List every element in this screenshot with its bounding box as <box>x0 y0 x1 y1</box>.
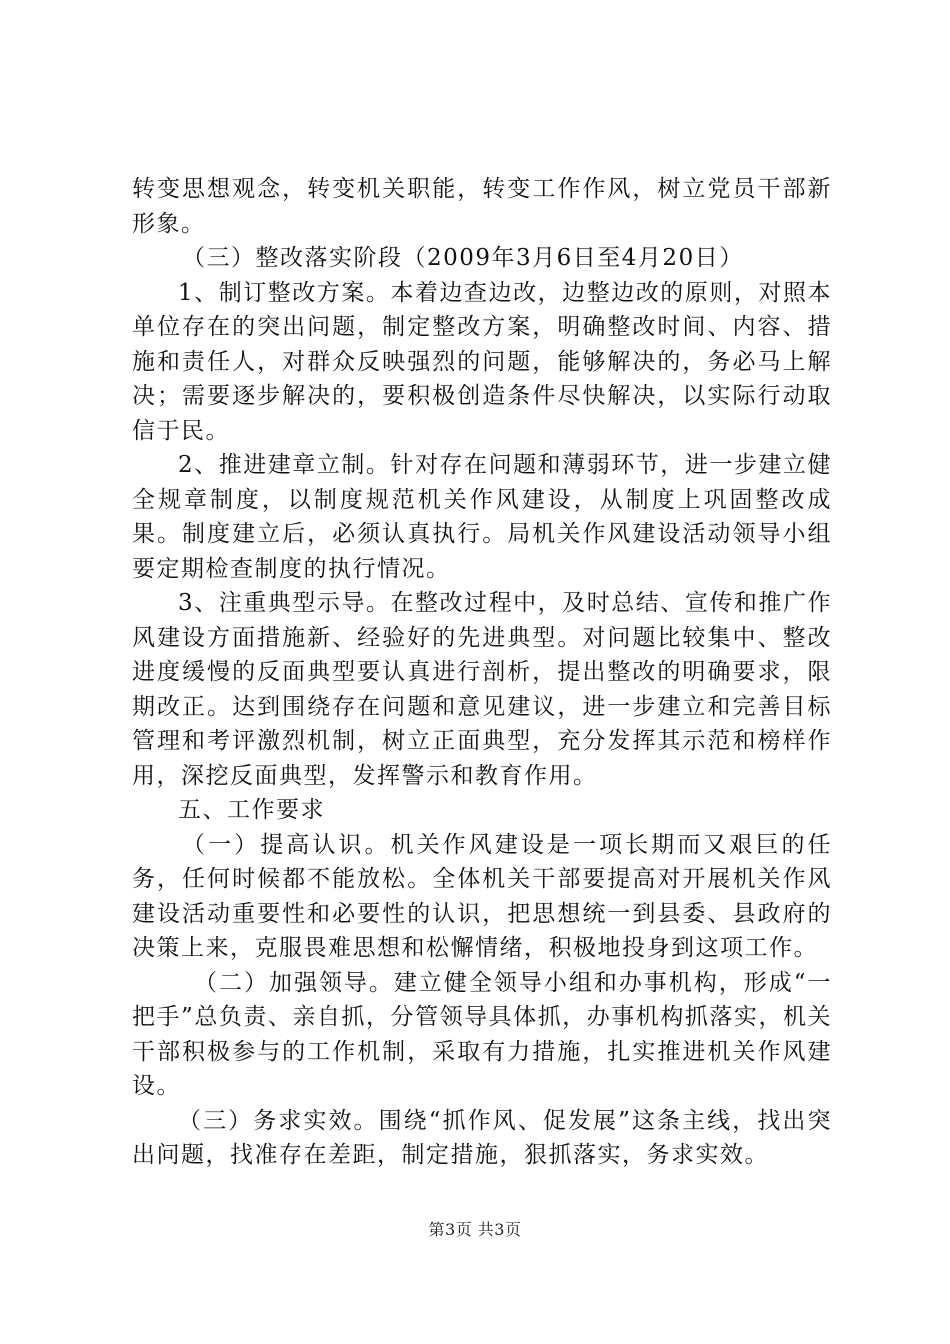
paragraph-continuation: 转变思想观念，转变机关职能，转变工作作风，树立党员干部新形象。 <box>132 176 832 237</box>
page-number-label: 第3页 共3页 <box>428 1220 522 1239</box>
section-heading-work-requirements: 五、工作要求 <box>178 797 325 823</box>
paragraph-item-1: 1、制订整改方案。本着边查边改，边整边改的原则，对照本单位存在的突出问题，制定整改方案，明确整改时间、内容、措施和责任人，对群众反映强烈的问题，能够解决的，务必马上解决；需要逐步解决的，要积极创造条件尽快解决，以实际行动取信于民。 <box>132 279 832 444</box>
document-body <box>132 172 832 1173</box>
section-heading-rectification: （三）整改落实阶段（2009年3月6日至4月20日） <box>182 245 744 271</box>
paragraph-requirement-1: （一）提高认识。机关作风建设是一项长期而又艰巨的任务，任何时候都不能放松。全体机关干部要提高对开展机关作风建设活动重要性和必要性的认识，把思想统一到县委、县政府的决策上来，克服畏难思想和松懈情绪，积极地投身到这项工作。 <box>132 831 832 961</box>
page-footer <box>0 1217 950 1240</box>
paragraph-item-3: 3、注重典型示导。在整改过程中，及时总结、宣传和推广作风建设方面措施新、经验好的先进典型。对问题比较集中、整改进度缓慢的反面典型要认真进行剖析，提出整改的明确要求，限期改正。达到围绕存在问题和意见建议，进一步建立和完善目标管理和考评激烈机制，树立正面典型，充分发挥其示范和榜样作用，深挖反面典型，发挥警示和教育作用。 <box>132 590 832 789</box>
paragraph-item-2: 2、推进建章立制。针对存在问题和薄弱环节，进一步建立健全规章制度，以制度规范机关作风建设，从制度上巩固整改成果。制度建立后，必须认真执行。局机关作风建设活动领导小组要定期检查制度的执行情况。 <box>132 452 832 582</box>
paragraph-requirement-2: （二）加强领导。建立健全领导小组和办事机构，形成“一把手”总负责、亲自抓，分管领导具体抓，办事机构抓落实，机关干部积极参与的工作机制，采取有力措施，扎实推进机关作风建设。 <box>132 969 832 1099</box>
paragraph-requirement-3: （三）务求实效。围绕“抓作风、促发展”这条主线，找出突出问题，找准存在差距，制定措施，狠抓落实，务求实效。 <box>132 1107 832 1168</box>
